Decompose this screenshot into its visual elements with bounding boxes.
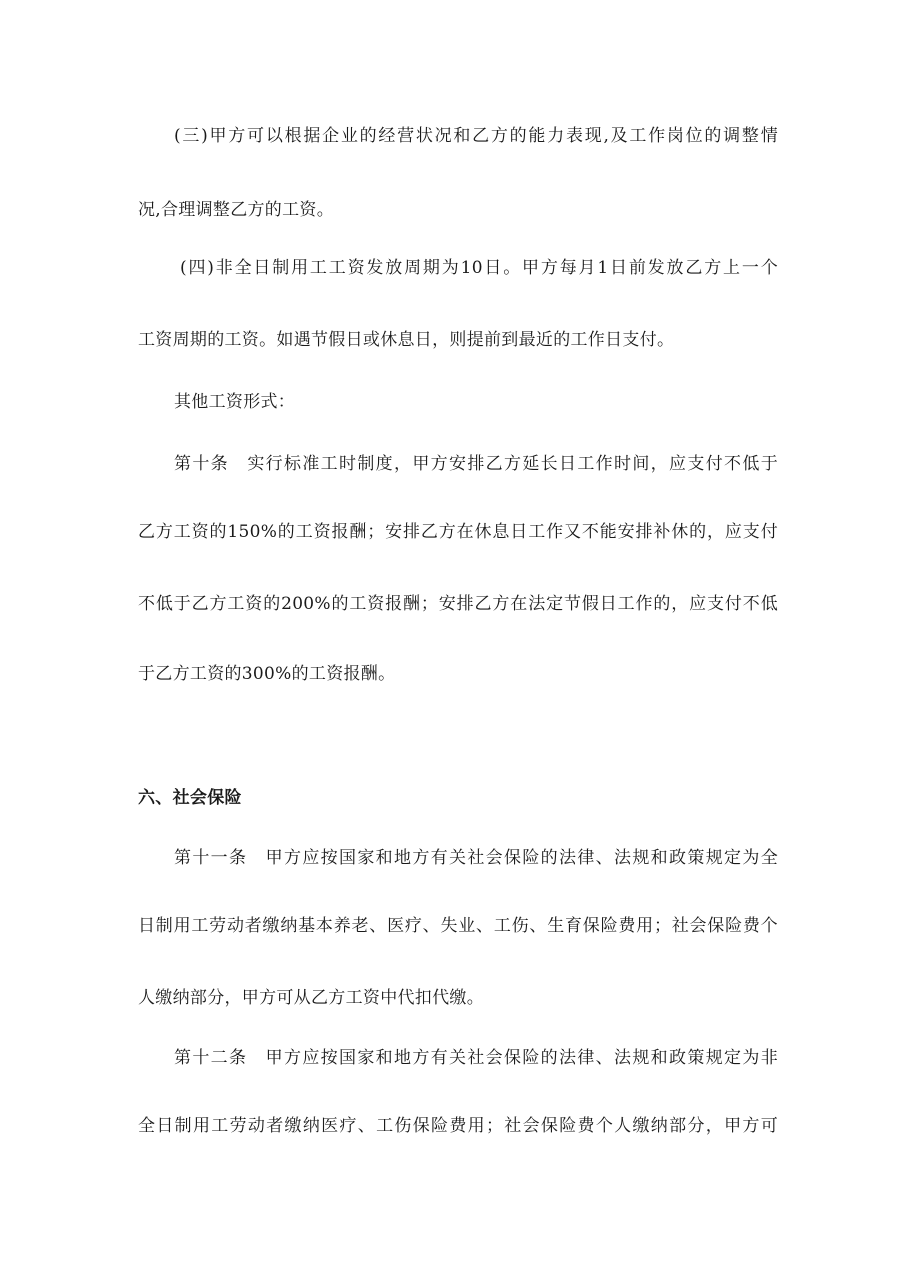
other-wage-forms-label: 其他工资形式： — [174, 392, 296, 412]
article-10-line-1: 第十条 实行标准工时制度，甲方安排乙方延长日工作时间，应支付不低于 — [174, 454, 778, 474]
article-10-line-2: 乙方工资的150%的工资报酬；安排乙方在休息日工作又不能安排补休的，应支付 — [138, 522, 778, 542]
article-12-line-1: 第十二条 甲方应按国家和地方有关社会保险的法律、法规和政策规定为非 — [174, 1048, 778, 1068]
article-12-line-2: 全日制用工劳动者缴纳医疗、工伤保险费用；社会保险费个人缴纳部分，甲方可 — [138, 1116, 778, 1136]
article-11-line-3: 人缴纳部分，甲方可从乙方工资中代扣代缴。 — [138, 988, 484, 1008]
article-11-line-2: 日制用工劳动者缴纳基本养老、医疗、失业、工伤、生育保险费用；社会保险费个 — [138, 916, 778, 936]
article-10-line-3: 不低于乙方工资的200%的工资报酬；安排乙方在法定节假日工作的，应支付不低 — [138, 594, 778, 614]
paragraph-4-line-1: (四)非全日制用工工资发放周期为10日。甲方每月1日前发放乙方上一个 — [180, 258, 778, 278]
paragraph-4-line-2: 工资周期的工资。如遇节假日或休息日，则提前到最近的工作日支付。 — [138, 330, 675, 350]
article-10-line-4: 于乙方工资的300%的工资报酬。 — [138, 664, 396, 684]
article-11-line-1: 第十一条 甲方应按国家和地方有关社会保险的法律、法规和政策规定为全 — [174, 848, 778, 868]
paragraph-3-line-1: (三)甲方可以根据企业的经营状况和乙方的能力表现,及工作岗位的调整情 — [174, 126, 778, 146]
section-6-heading: 六、社会保险 — [138, 788, 242, 808]
paragraph-3-line-2: 况,合理调整乙方的工资。 — [138, 200, 335, 220]
